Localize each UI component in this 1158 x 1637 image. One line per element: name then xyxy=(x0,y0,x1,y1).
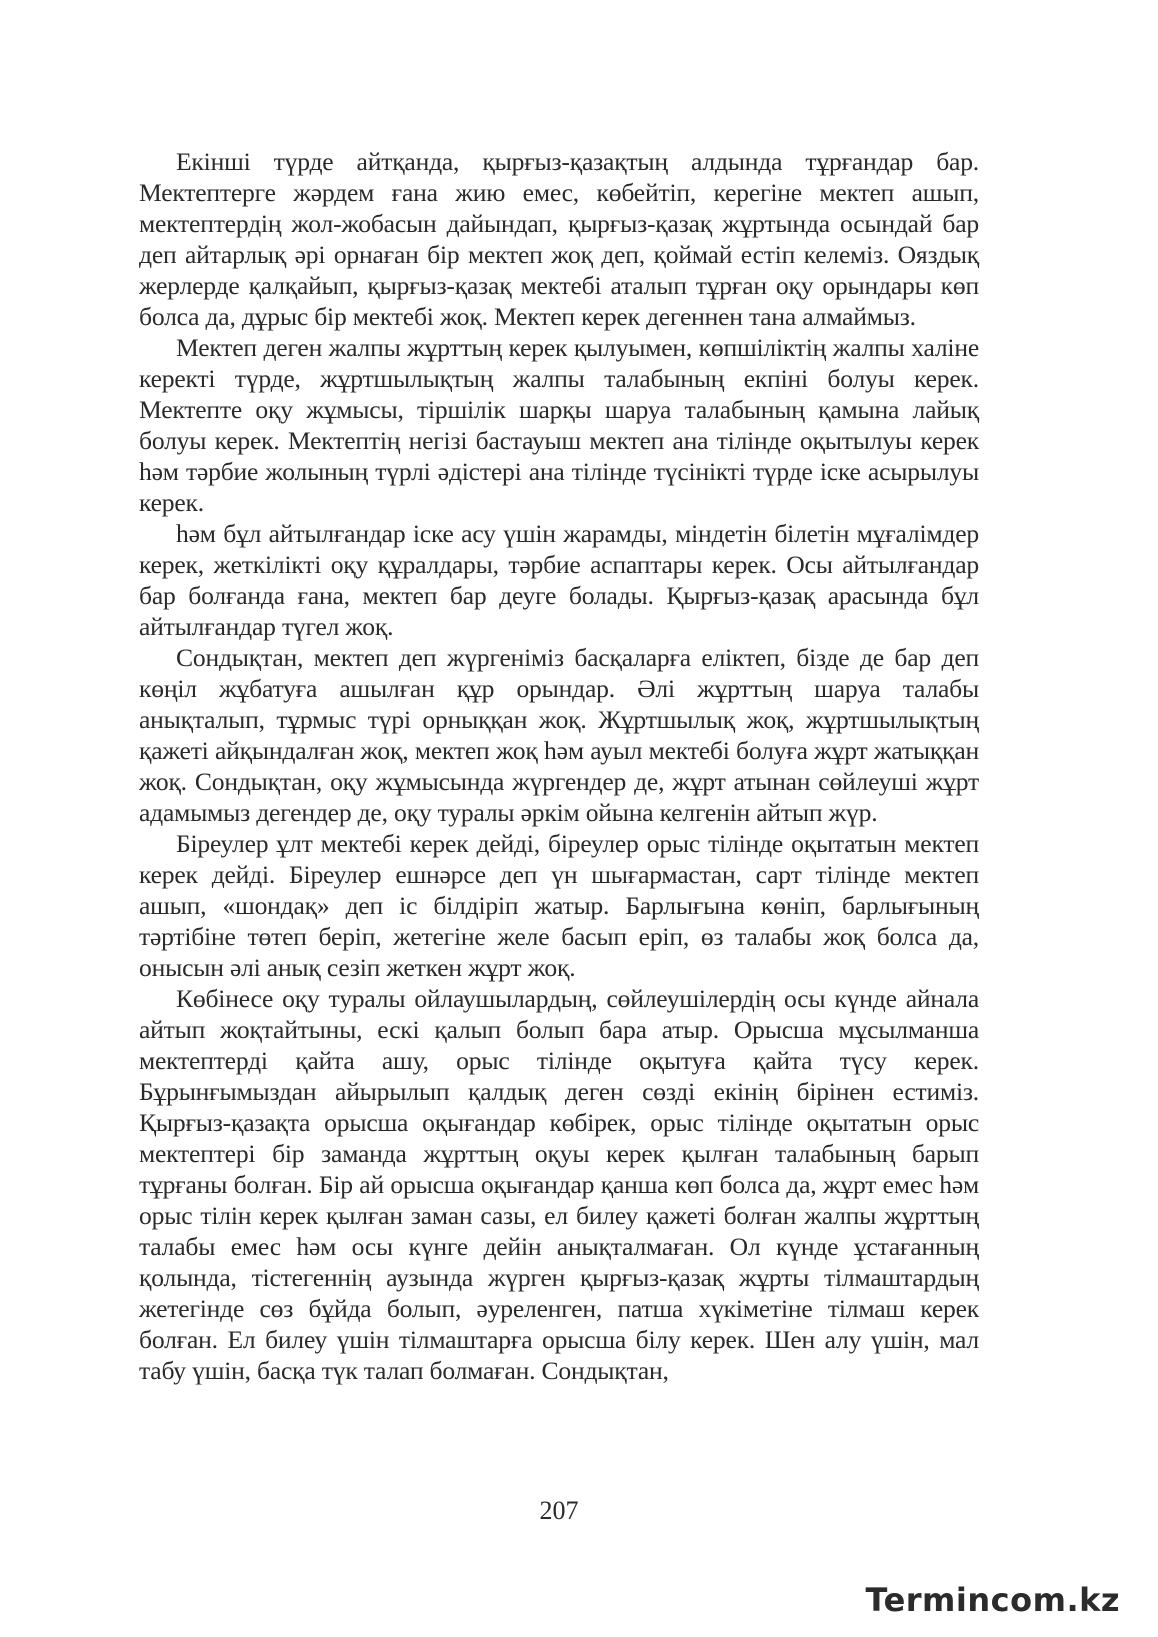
page-number: 207 xyxy=(539,1496,579,1525)
paragraph-6: Көбінесе оқу туралы ойлаушылардың, сөйлеушілердің осы күнде айнала айтып жоқтайтыны, ескі қалып болып бара атыр. Орысша мұсылманша мектептерді қайта ашу, орыс тілінде оқытуға қайта түсу керек. Бұрынғымыздан айырылып қалдық деген сөзді екінің бірінен естиміз. Қырғыз-қазақта орысша оқығандар көбірек, орыс тілінде оқытатын орыс мектептері бір заманда жұрттың оқуы керек қылған талабының барып тұрғаны болған. Бір ай орысша оқығандар қанша көп болса да, жұрт емес һәм орыс тілін керек қылған заман сазы, ел билеу қажеті болған жалпы жұрттың талабы емес һәм осы күнге дейін анықталмаған. Ол күнде ұстағанның қолында, тістегеннің аузында жүрген қырғыз-қазақ жұрты тілмаштардың жетегінде сөз бұйда болып, әуреленген, патша хүкіметіне тілмаш керек болған. Ел билеу үшін тілмаштарға орысша білу керек. Шен алу үшін, мал табу үшін, басқа түк талап болмаған. Сондықтан, xyxy=(139,984,979,1385)
document-body xyxy=(139,146,979,1386)
paragraph-4: Сондықтан, мектеп деп жүргеніміз басқаларға еліктеп, бізде де бар деп көңіл жұбатуға ашылған құр орындар. Әлі жұрттың шаруа талабы анықталып, тұрмыс түрі орныққан жоқ. Жұртшылық жоқ, жұртшылықтың қажеті айқындалған жоқ, мектеп жоқ һәм ауыл мектебі болуға жұрт жатыққан жоқ. Сондықтан, оқу жұмысында жүргендер де, жұрт атынан сөйлеуші жұрт адамымыз дегендер де, оқу туралы әркім ойына келгенін айтып жүр. xyxy=(139,643,979,827)
termincom-watermark-logo xyxy=(865,1581,1120,1619)
paragraph-5: Біреулер ұлт мектебі керек дейді, біреулер орыс тілінде оқытатын мектеп керек дейді. Біреулер ешнәрсе деп үн шығармастан, сарт тілінде мектеп ашып, «шондақ» деп іс білдіріп жатыр. Барлығына көніп, барлығының тәртібіне төтеп беріп, жетегіне желе басып еріп, өз талабы жоқ болса да, онысын әлі анық сезіп жеткен жұрт жоқ. xyxy=(139,829,979,982)
paragraph-1: Екінші түрде айтқанда, қырғыз-қазақтың алдында тұрғандар бар. Мектептерге жәрдем ғана жию емес, көбейтіп, керегіне мектеп ашып, мектептердің жол-жобасын дайындап, қырғыз-қазақ жұртында осындай бар деп айтарлық әрі орнаған бір мектеп жоқ деп, қоймай естіп келеміз. Ояздық жерлерде қалқайып, қырғыз-қазақ мектебі аталып тұрған оқу орындары көп болса да, дұрыс бір мектебі жоқ. Мектеп керек дегеннен тана алмаймыз. xyxy=(139,147,979,331)
paragraph-3: һәм бұл айтылғандар іске асу үшін жарамды, міндетін білетін мұғалімдер керек, жеткілікті оқу құралдары, тәрбие аспаптары керек. Осы айтылғандар бар болғанда ғана, мектеп бар деуге болады. Қырғыз-қазақ арасында бұл айтылғандар түгел жоқ. xyxy=(139,519,979,641)
paragraph-2: Мектеп деген жалпы жұрттың керек қылуымен, көпшіліктің жалпы халіне керекті түрде, жұртшылықтың жалпы талабының екпіні болуы керек. Мектепте оқу жұмысы, тіршілік шарқы шаруа талабының қамына лайық болуы керек. Мектептің негізі бастауыш мектеп ана тілінде оқытылуы керек һәм тәрбие жолының түрлі әдістері ана тілінде түсінікті түрде іске асырылуы керек. xyxy=(139,333,979,517)
watermark-text: Termincom.kz xyxy=(865,1581,1120,1619)
